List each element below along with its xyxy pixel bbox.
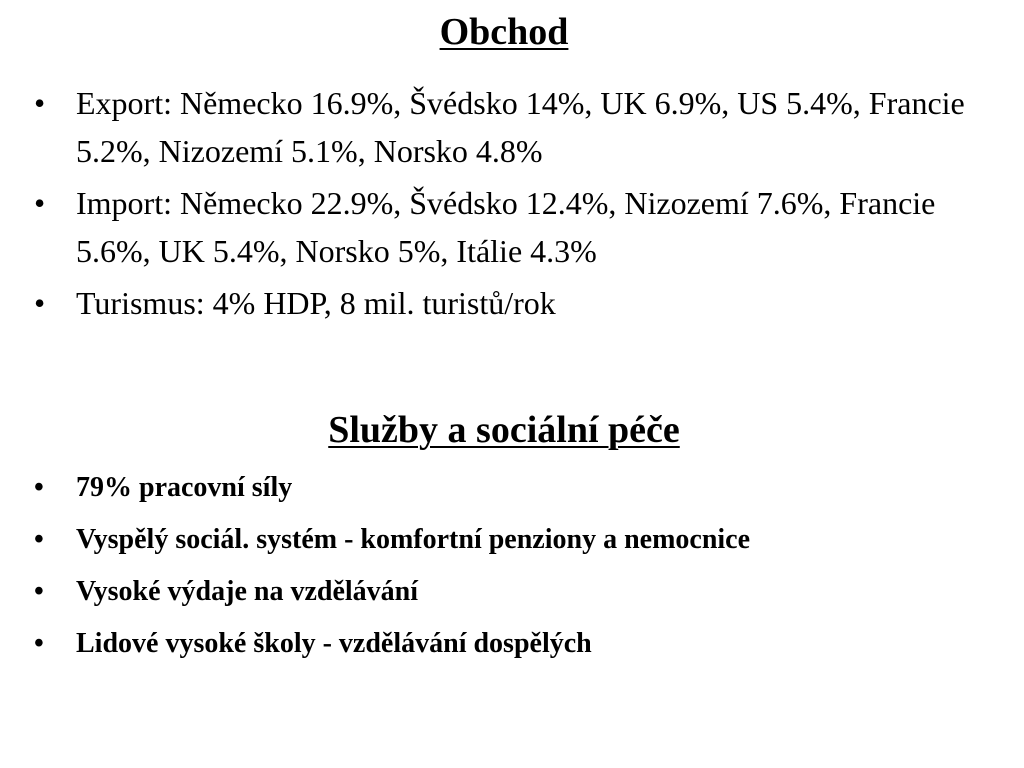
- list-item-text: 79% pracovní síly: [76, 472, 293, 503]
- list-item-text: Vysoké výdaje na vzdělávání: [76, 576, 419, 607]
- trade-list: [0, 79, 990, 327]
- bullet-icon: •: [34, 285, 46, 321]
- list-item-text: Vyspělý sociál. systém - komfortní penziony a nemocnice: [76, 524, 751, 555]
- list-item-text: Import: Německo 22.9%, Švédsko 12.4%, Nizozemí 7.6%, Francie 5.6%, UK 5.4%, Norsko 5%, Itálie 4.3%: [76, 185, 936, 269]
- bullet-icon: •: [34, 472, 44, 503]
- list-item-text: Export: Německo 16.9%, Švédsko 14%, UK 6.9%, US 5.4%, Francie 5.2%, Nizozemí 5.1%, Norsko 4.8%: [76, 85, 965, 169]
- section-title-sluzby: Služby a sociální péče: [328, 409, 680, 451]
- bullet-icon: •: [34, 576, 44, 607]
- section-title-obchod: Obchod: [439, 11, 569, 53]
- list-item-turismus: [0, 279, 990, 327]
- list-item-education: [0, 570, 1000, 614]
- list-item-workforce: [0, 466, 1000, 510]
- bullet-icon: •: [34, 628, 44, 659]
- list-item-text: Lidové vysoké školy - vzdělávání dospělých: [76, 628, 592, 659]
- services-list: [0, 466, 1000, 674]
- list-item-social-system: [0, 518, 1000, 562]
- bullet-icon: •: [34, 85, 46, 121]
- bullet-icon: •: [34, 524, 44, 555]
- list-item-export: [0, 79, 990, 175]
- list-item-text: Turismus: 4% HDP, 8 mil. turistů/rok: [76, 285, 556, 321]
- list-item-adult-education: [0, 622, 1000, 666]
- bullet-icon: •: [34, 185, 46, 221]
- list-item-import: [0, 179, 990, 275]
